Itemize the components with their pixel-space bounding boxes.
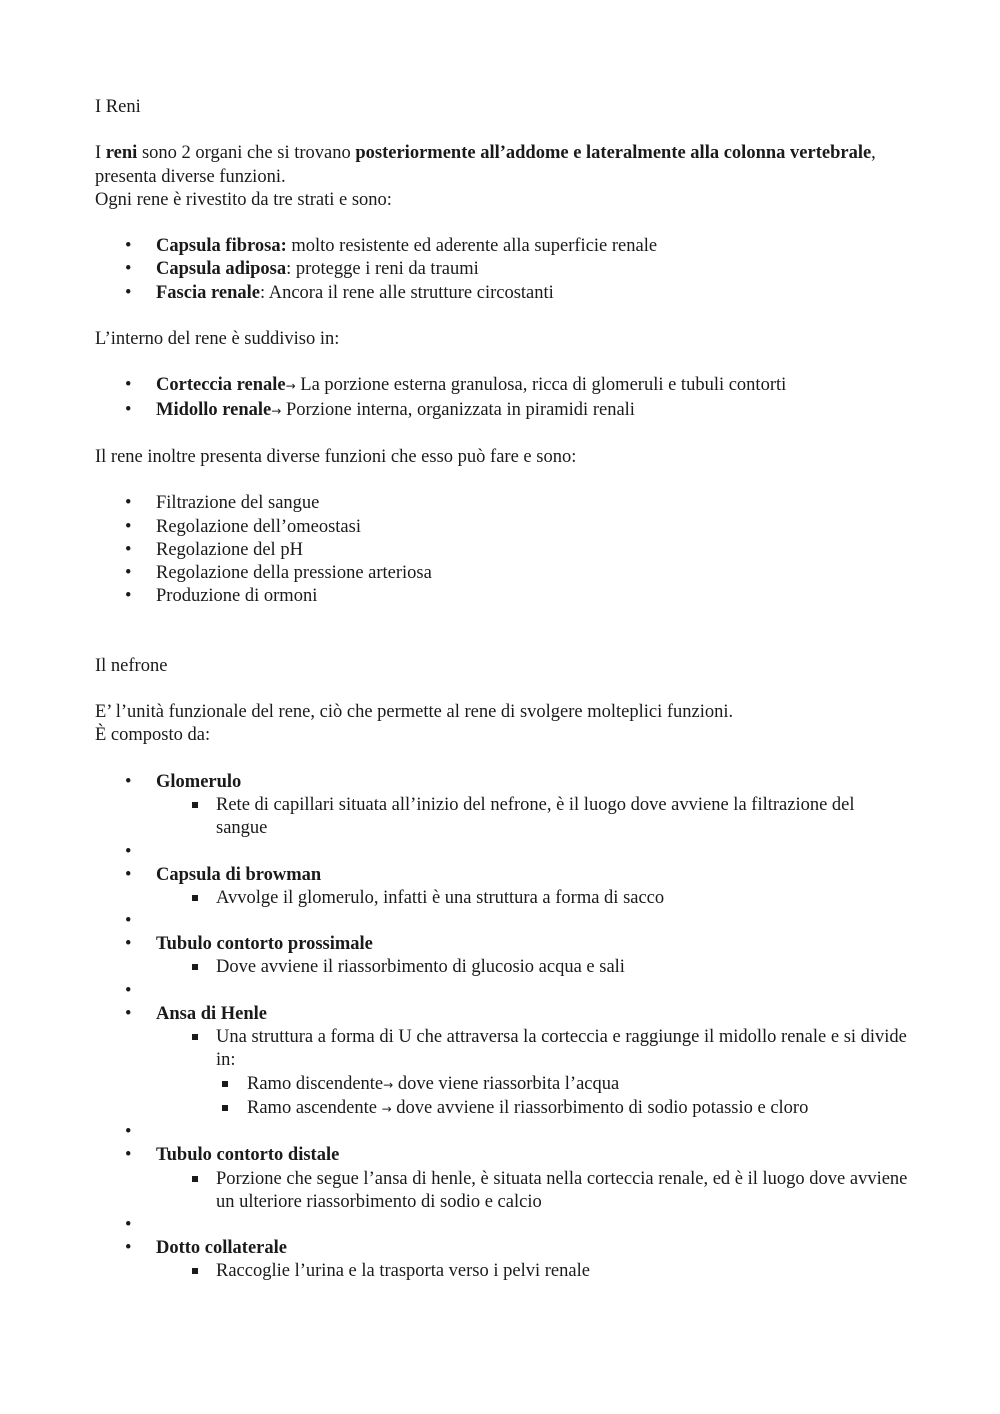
- list-item: • Produzione di ormoni: [95, 585, 910, 608]
- list-item: • Regolazione della pressione arteriosa: [95, 562, 910, 585]
- list-item: • Corteccia renale→ La porzione esterna granulosa, ricca di glomeruli e tubuli contorti: [95, 374, 910, 398]
- list-item: • Glomerulo Rete di capillari situata all’inizio del nefrone, è il luogo dove avviene la filtrazione del sangue: [95, 771, 910, 841]
- sub-list-item: Avvolge il glomerulo, infatti è una struttura a forma di sacco: [156, 887, 910, 910]
- arrow-right-icon: →: [383, 1077, 394, 1092]
- nefrone-intro: E’ l’unità funzionale del rene, ciò che permette al rene di svolgere molteplici funzioni.: [95, 702, 734, 723]
- sub-sub-list-item: Ramo discendente→ dove viene riassorbita l’acqua: [156, 1073, 910, 1097]
- section-title-reni: I Reni: [95, 97, 141, 117]
- arrow-right-icon: →: [381, 1101, 392, 1116]
- nefrone-composed: È composto da:: [95, 725, 211, 746]
- sub-list-item: Una struttura a forma di U che attraversa la corteccia e raggiunge il midollo renale e si divide in:: [156, 1026, 910, 1073]
- list-item: • Fascia renale: Ancora il rene alle strutture circostanti: [95, 282, 910, 305]
- nefrone-parts-list: [95, 771, 910, 1284]
- sub-list-item: Rete di capillari situata all’inizio del nefrone, è il luogo dove avviene la filtrazione del sangue: [156, 794, 910, 841]
- interior-list: [95, 374, 910, 423]
- sub-list-item: Dove avviene il riassorbimento di glucosio acqua e sali: [156, 956, 910, 979]
- arrow-right-icon: →: [285, 379, 296, 394]
- functions-intro: Il rene inoltre presenta diverse funzioni che esso può fare e sono:: [95, 446, 577, 467]
- sub-list-item: Porzione che segue l’ansa di henle, è situata nella corteccia renale, ed è il luogo dove avviene un ulteriore riassorbimento di sodio e calcio: [156, 1168, 910, 1215]
- list-item: • Regolazione dell’omeostasi: [95, 516, 910, 539]
- functions-list: [95, 492, 910, 608]
- layers-list: [95, 235, 910, 305]
- list-item: • Dotto collaterale Raccoglie l’urina e la trasporta verso i pelvi renale: [95, 1237, 910, 1284]
- reni-intro-paragraph: I reni sono 2 organi che si trovano posteriormente all’addome e lateralmente alla colonna vertebrale, presenta diverse funzioni.: [95, 143, 876, 187]
- document-page: [95, 96, 910, 1284]
- section-title-nefrone: Il nefrone: [95, 655, 168, 676]
- arrow-right-icon: →: [271, 403, 282, 418]
- list-item: • Capsula di browman Avvolge il glomerulo, infatti è una struttura a forma di sacco: [95, 864, 910, 911]
- list-item: • Capsula adiposa: protegge i reni da traumi: [95, 258, 910, 281]
- list-item: • Capsula fibrosa: molto resistente ed aderente alla superficie renale: [95, 235, 910, 258]
- list-item: • Ansa di Henle Una struttura a forma di U che attraversa la corteccia e raggiunge il midollo renale e si divide in: Ramo discendente→ dove viene riassorbita l’acqua Ramo ascendente → dove avviene il riassorbimento di sodio potassio e cloro: [95, 1003, 910, 1121]
- interior-intro: L’interno del rene è suddiviso in:: [95, 329, 340, 350]
- list-item: • Tubulo contorto prossimale Dove avviene il riassorbimento di glucosio acqua e sali: [95, 933, 910, 980]
- sub-sub-list-item: Ramo ascendente → dove avviene il riassorbimento di sodio potassio e cloro: [156, 1097, 910, 1121]
- layers-intro: Ogni rene è rivestito da tre strati e sono:: [95, 189, 392, 210]
- list-item: • Tubulo contorto distale Porzione che segue l’ansa di henle, è situata nella corteccia renale, ed è il luogo dove avviene un ulteriore riassorbimento di sodio e calcio: [95, 1144, 910, 1214]
- sub-list-item: Raccoglie l’urina e la trasporta verso i pelvi renale: [156, 1260, 910, 1283]
- list-item: • Filtrazione del sangue: [95, 492, 910, 515]
- list-item: • Regolazione del pH: [95, 539, 910, 562]
- list-item: • Midollo renale→ Porzione interna, organizzata in piramidi renali: [95, 399, 910, 423]
